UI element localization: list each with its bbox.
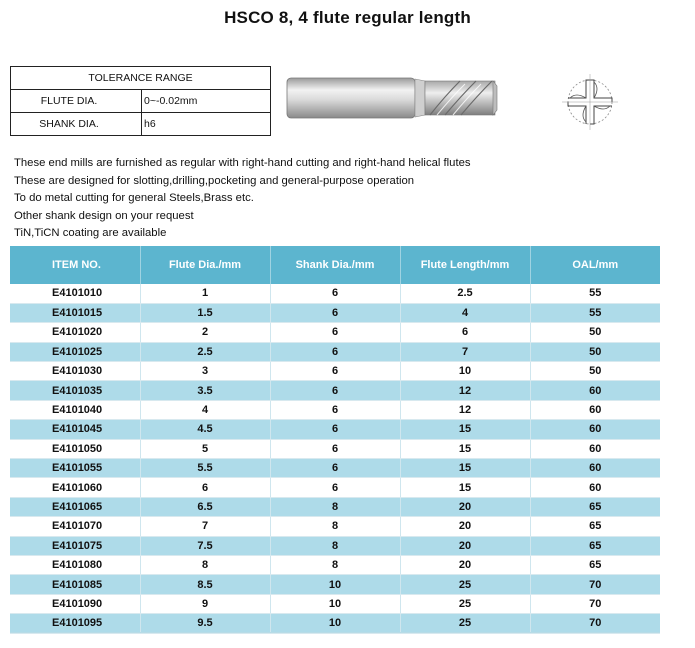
description-line: TiN,TiCN coating are available — [14, 227, 167, 240]
tolerance-label: FLUTE DIA. — [11, 90, 142, 113]
item-no-cell: E4101040 — [10, 400, 140, 419]
flute-dia-cell: 7 — [140, 517, 270, 536]
flute-dia-cell: 6 — [140, 478, 270, 497]
oal-cell: 55 — [530, 303, 660, 322]
shank-dia-cell: 6 — [270, 459, 400, 478]
shank-dia-cell: 10 — [270, 575, 400, 594]
flute-dia-cell: 5 — [140, 439, 270, 458]
header-flute-dia: Flute Dia./mm — [140, 246, 270, 284]
spec-table — [10, 246, 660, 634]
shank-dia-cell: 8 — [270, 497, 400, 516]
flute-length-cell: 20 — [400, 497, 530, 516]
flute-length-cell: 12 — [400, 381, 530, 400]
shank-dia-cell: 8 — [270, 517, 400, 536]
table-row — [10, 497, 660, 516]
table-row — [10, 381, 660, 400]
flute-length-cell: 12 — [400, 400, 530, 419]
item-no-cell: E4101010 — [10, 284, 140, 303]
item-no-cell: E4101080 — [10, 555, 140, 574]
flute-length-cell: 20 — [400, 517, 530, 536]
table-row — [10, 594, 660, 613]
table-row — [10, 362, 660, 381]
oal-cell: 60 — [530, 420, 660, 439]
oal-cell: 50 — [530, 362, 660, 381]
flute-dia-cell: 2 — [140, 323, 270, 342]
flute-length-cell: 10 — [400, 362, 530, 381]
flute-dia-cell: 2.5 — [140, 342, 270, 361]
shank-dia-cell: 6 — [270, 420, 400, 439]
flute-length-cell: 7 — [400, 342, 530, 361]
spec-table-body — [10, 284, 660, 633]
table-bottom-border — [10, 632, 660, 633]
shank-dia-cell: 10 — [270, 614, 400, 633]
flute-length-cell: 15 — [400, 459, 530, 478]
flute-dia-cell: 4 — [140, 400, 270, 419]
description — [14, 155, 471, 243]
table-row — [10, 614, 660, 633]
oal-cell: 50 — [530, 342, 660, 361]
page-title: HSCO 8, 4 flute regular length — [224, 8, 471, 27]
tolerance-header: TOLERANCE RANGE — [11, 67, 271, 90]
oal-cell: 55 — [530, 284, 660, 303]
oal-cell: 60 — [530, 400, 660, 419]
table-row — [10, 342, 660, 361]
description-line: These are designed for slotting,drilling,pocketing and general-purpose operation — [14, 174, 415, 187]
item-no-cell: E4101015 — [10, 303, 140, 322]
description-line: These end mills are furnished as regular with right-hand cutting and right-hand helical flutes — [14, 157, 471, 169]
table-row — [10, 536, 660, 555]
item-no-cell: E4101035 — [10, 381, 140, 400]
oal-cell: 70 — [530, 575, 660, 594]
flute-dia-cell: 8.5 — [140, 575, 270, 594]
oal-cell: 65 — [530, 517, 660, 536]
table-row — [10, 420, 660, 439]
flute-dia-cell: 9.5 — [140, 614, 270, 633]
item-no-cell: E4101075 — [10, 536, 140, 555]
flute-length-cell: 15 — [400, 439, 530, 458]
table-row — [10, 575, 660, 594]
flute-dia-cell: 4.5 — [140, 420, 270, 439]
flute-length-cell: 25 — [400, 614, 530, 633]
shank-dia-cell: 10 — [270, 594, 400, 613]
item-no-cell: E4101090 — [10, 594, 140, 613]
flute-length-cell: 2.5 — [400, 284, 530, 303]
shank-dia-cell: 8 — [270, 555, 400, 574]
tolerance-row — [11, 113, 271, 136]
flute-dia-cell: 1.5 — [140, 303, 270, 322]
oal-cell: 50 — [530, 323, 660, 342]
end-mill-icon — [285, 76, 500, 120]
item-no-cell: E4101050 — [10, 439, 140, 458]
shank-dia-cell: 6 — [270, 381, 400, 400]
description-line: To do metal cutting for general Steels,Brass etc. — [14, 192, 254, 205]
oal-cell: 70 — [530, 614, 660, 633]
header-flute-length: Flute Length/mm — [400, 246, 530, 284]
shank-dia-cell: 8 — [270, 536, 400, 555]
oal-cell: 70 — [530, 594, 660, 613]
flute-dia-cell: 3.5 — [140, 381, 270, 400]
item-no-cell: E4101060 — [10, 478, 140, 497]
tolerance-row — [11, 90, 271, 113]
tolerance-table — [10, 66, 271, 136]
oal-cell: 65 — [530, 555, 660, 574]
header-shank-dia: Shank Dia./mm — [270, 246, 400, 284]
oal-cell: 60 — [530, 439, 660, 458]
item-no-cell: E4101020 — [10, 323, 140, 342]
shank-dia-cell: 6 — [270, 439, 400, 458]
flute-length-cell: 20 — [400, 555, 530, 574]
shank-dia-cell: 6 — [270, 362, 400, 381]
item-no-cell: E4101085 — [10, 575, 140, 594]
shank-dia-cell: 6 — [270, 303, 400, 322]
tolerance-value: 0~-0.02mm — [142, 90, 271, 113]
flute-dia-cell: 6.5 — [140, 497, 270, 516]
flute-dia-cell: 7.5 — [140, 536, 270, 555]
table-header-row — [10, 246, 660, 284]
table-row — [10, 459, 660, 478]
flute-length-cell: 25 — [400, 575, 530, 594]
flute-length-cell: 25 — [400, 594, 530, 613]
table-row — [10, 284, 660, 303]
oal-cell: 65 — [530, 497, 660, 516]
flute-length-cell: 20 — [400, 536, 530, 555]
shank-dia-cell: 6 — [270, 342, 400, 361]
tolerance-value: h6 — [142, 113, 271, 136]
shank-dia-cell: 6 — [270, 478, 400, 497]
header-item-no: ITEM NO. — [10, 246, 140, 284]
description-line: Other shank design on your request — [14, 209, 194, 222]
item-no-cell: E4101070 — [10, 517, 140, 536]
item-no-cell: E4101065 — [10, 497, 140, 516]
oal-cell: 60 — [530, 381, 660, 400]
flute-cross-section-icon — [560, 72, 620, 132]
table-row — [10, 439, 660, 458]
flute-length-cell: 6 — [400, 323, 530, 342]
oal-cell: 60 — [530, 459, 660, 478]
table-row — [10, 323, 660, 342]
table-row — [10, 555, 660, 574]
flute-length-cell: 15 — [400, 478, 530, 497]
tolerance-label: SHANK DIA. — [11, 113, 142, 136]
item-no-cell: E4101025 — [10, 342, 140, 361]
table-row — [10, 517, 660, 536]
flute-dia-cell: 1 — [140, 284, 270, 303]
flute-dia-cell: 9 — [140, 594, 270, 613]
item-no-cell: E4101045 — [10, 420, 140, 439]
oal-cell: 65 — [530, 536, 660, 555]
flute-length-cell: 4 — [400, 303, 530, 322]
item-no-cell: E4101095 — [10, 614, 140, 633]
flute-dia-cell: 5.5 — [140, 459, 270, 478]
table-row — [10, 303, 660, 322]
flute-dia-cell: 3 — [140, 362, 270, 381]
shank-dia-cell: 6 — [270, 284, 400, 303]
oal-cell: 60 — [530, 478, 660, 497]
shank-dia-cell: 6 — [270, 400, 400, 419]
item-no-cell: E4101055 — [10, 459, 140, 478]
table-row — [10, 478, 660, 497]
flute-length-cell: 15 — [400, 420, 530, 439]
header-oal: OAL/mm — [530, 246, 660, 284]
table-row — [10, 400, 660, 419]
item-no-cell: E4101030 — [10, 362, 140, 381]
flute-dia-cell: 8 — [140, 555, 270, 574]
shank-dia-cell: 6 — [270, 323, 400, 342]
